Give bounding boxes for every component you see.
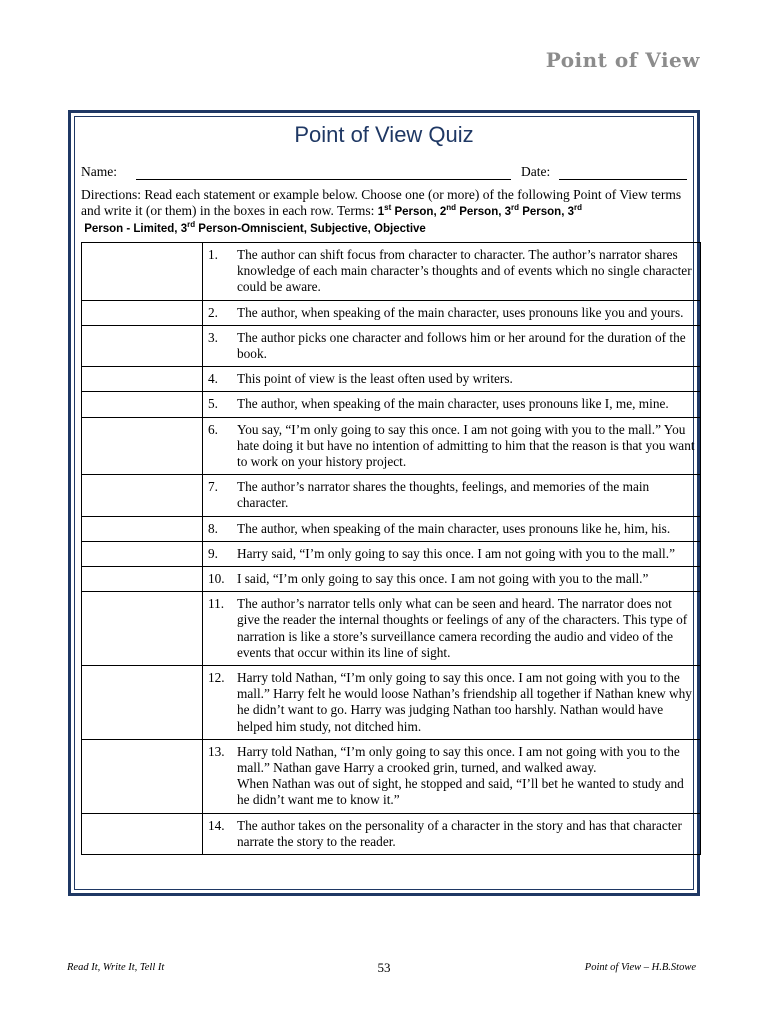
question-row bbox=[82, 516, 701, 541]
question-text: Harry told Nathan, “I’m only going to say this once. I am not going with you to the mall.” Harry felt he would loose Nathan’s friendship all together if Nathan knew why he didn’t want to go. Harry was judging Nathan too harshly. Nathan would have helped him study, not ditched him. bbox=[237, 670, 692, 734]
answer-box[interactable] bbox=[82, 243, 203, 301]
name-label: Name: bbox=[81, 164, 117, 179]
question-cell bbox=[203, 541, 701, 566]
term-ordinal-suffix: rd bbox=[511, 203, 520, 213]
question-row bbox=[82, 417, 701, 475]
question-cell bbox=[203, 417, 701, 475]
question-cell bbox=[203, 300, 701, 325]
term-item: 3 bbox=[567, 206, 574, 218]
term-text: Person - Limited, bbox=[81, 223, 181, 235]
term-text: Person, bbox=[391, 206, 440, 218]
question-cell bbox=[203, 592, 701, 666]
quiz-frame bbox=[68, 110, 700, 896]
question-cell bbox=[203, 813, 701, 854]
question-row bbox=[82, 813, 701, 854]
answer-box[interactable] bbox=[82, 300, 203, 325]
question-text: Harry told Nathan, “I’m only going to say this once. I am not going with you to the mall.” Nathan gave Harry a crooked grin, turned, and walked away. When Nathan was out of sight, he stopped and said, “I’ll bet he wanted to study and he didn’t want me to know it.” bbox=[237, 743, 684, 808]
directions-text: Directions: Read each statement or example below. Choose one (or more) of the following Point of View terms and write it (or them) in the boxes in each row. Terms: bbox=[81, 187, 682, 218]
header-title: Point of View bbox=[545, 48, 700, 72]
answer-box[interactable] bbox=[82, 592, 203, 666]
question-number: 6. bbox=[208, 421, 218, 437]
answer-box[interactable] bbox=[82, 666, 203, 740]
question-row bbox=[82, 739, 701, 813]
question-text: The author, when speaking of the main character, uses pronouns like I, me, mine. bbox=[237, 396, 669, 412]
question-number: 10. bbox=[208, 571, 225, 587]
term-text: Person, bbox=[519, 206, 568, 218]
question-cell bbox=[203, 243, 701, 301]
question-text: The author takes on the personality of a character in the story and has that character narrate the story to the reader. bbox=[237, 817, 682, 849]
term-item: 3 bbox=[504, 206, 512, 218]
answer-box[interactable] bbox=[82, 367, 203, 392]
quiz-title: Point of View Quiz bbox=[294, 122, 474, 147]
question-cell bbox=[203, 392, 701, 417]
question-row bbox=[82, 475, 701, 516]
question-number: 11. bbox=[208, 596, 225, 612]
footer-left: Read It, Write It, Tell It bbox=[67, 962, 165, 973]
term-ordinal-suffix: st bbox=[384, 203, 392, 213]
answer-box[interactable] bbox=[82, 392, 203, 417]
question-text: This point of view is the least often used by writers. bbox=[237, 371, 513, 387]
question-text: I said, “I’m only going to say this once. I am not going with you to the mall.” bbox=[237, 571, 649, 587]
question-cell bbox=[203, 475, 701, 516]
question-text: Harry said, “I’m only going to say this once. I am not going with you to the mall.” bbox=[237, 545, 675, 561]
question-row bbox=[82, 367, 701, 392]
question-number: 3. bbox=[208, 329, 218, 345]
answer-box[interactable] bbox=[82, 739, 203, 813]
question-cell bbox=[203, 739, 701, 813]
question-number: 12. bbox=[208, 670, 225, 686]
question-row bbox=[82, 666, 701, 740]
question-cell bbox=[203, 516, 701, 541]
footer-right: Point of View – H.B.Stowe bbox=[584, 962, 696, 973]
answer-box[interactable] bbox=[82, 475, 203, 516]
question-cell bbox=[203, 325, 701, 366]
term-ordinal-suffix: nd bbox=[446, 203, 457, 213]
quiz-frame-inner bbox=[74, 116, 694, 890]
date-label: Date: bbox=[521, 164, 551, 179]
question-number: 8. bbox=[208, 520, 218, 536]
question-number: 5. bbox=[208, 396, 218, 412]
question-text: The author can shift focus from character to character. The author’s narrator shares knowledge of each main character’s thoughts and of events which no single character could be aware. bbox=[237, 247, 692, 295]
answer-box[interactable] bbox=[82, 516, 203, 541]
question-row bbox=[82, 243, 701, 301]
term-text: Person, bbox=[456, 206, 505, 218]
answer-box[interactable] bbox=[82, 567, 203, 592]
question-row bbox=[82, 300, 701, 325]
answer-box[interactable] bbox=[82, 813, 203, 854]
question-number: 2. bbox=[208, 304, 218, 320]
term-ordinal-suffix: rd bbox=[574, 203, 582, 213]
question-number: 1. bbox=[208, 247, 218, 262]
term-item: 2 bbox=[439, 206, 447, 218]
term-item: 1 bbox=[377, 206, 385, 218]
answer-box[interactable] bbox=[82, 325, 203, 366]
question-row bbox=[82, 567, 701, 592]
date-field[interactable] bbox=[559, 179, 687, 180]
page-number: 53 bbox=[377, 960, 391, 975]
question-row bbox=[82, 325, 701, 366]
question-number: 13. bbox=[208, 743, 225, 759]
question-text: The author, when speaking of the main character, uses pronouns like he, him, his. bbox=[237, 520, 671, 536]
footer bbox=[0, 962, 768, 982]
answer-box[interactable] bbox=[82, 541, 203, 566]
name-field[interactable] bbox=[136, 179, 511, 180]
question-text: The author, when speaking of the main character, uses pronouns like you and yours. bbox=[237, 304, 684, 320]
question-row bbox=[82, 392, 701, 417]
question-number: 7. bbox=[208, 479, 218, 495]
question-text: The author picks one character and follows him or her around for the duration of the book. bbox=[237, 329, 686, 362]
question-cell bbox=[203, 666, 701, 740]
question-row bbox=[82, 541, 701, 566]
term-item: 3 bbox=[180, 223, 188, 235]
question-text: The author’s narrator tells only what can be seen and heard. The narrator does not give the reader the internal thoughts or feelings of any of the characters. This type of narration is like a store’s surveillance camera recording the audio and video of the events that occur within its line of sight. bbox=[237, 596, 688, 660]
term-text: Person-Omniscient, Subjective, Objective bbox=[195, 223, 426, 235]
question-text: The author’s narrator shares the thoughts, feelings, and memories of the main character. bbox=[237, 479, 650, 511]
question-cell bbox=[203, 567, 701, 592]
question-row bbox=[82, 592, 701, 666]
answer-box[interactable] bbox=[82, 417, 203, 475]
term-ordinal-suffix: rd bbox=[187, 220, 196, 230]
question-number: 14. bbox=[208, 817, 225, 833]
quiz-table bbox=[81, 242, 701, 855]
question-text: You say, “I’m only going to say this once. I am not going with you to the mall.” You hate doing it but have no intention of admitting to him that the reason is that you want to work on your history project. bbox=[237, 421, 695, 470]
name-date-row bbox=[81, 164, 687, 184]
directions bbox=[81, 187, 687, 237]
question-number: 4. bbox=[208, 371, 218, 387]
question-cell bbox=[203, 367, 701, 392]
question-number: 9. bbox=[208, 545, 218, 561]
